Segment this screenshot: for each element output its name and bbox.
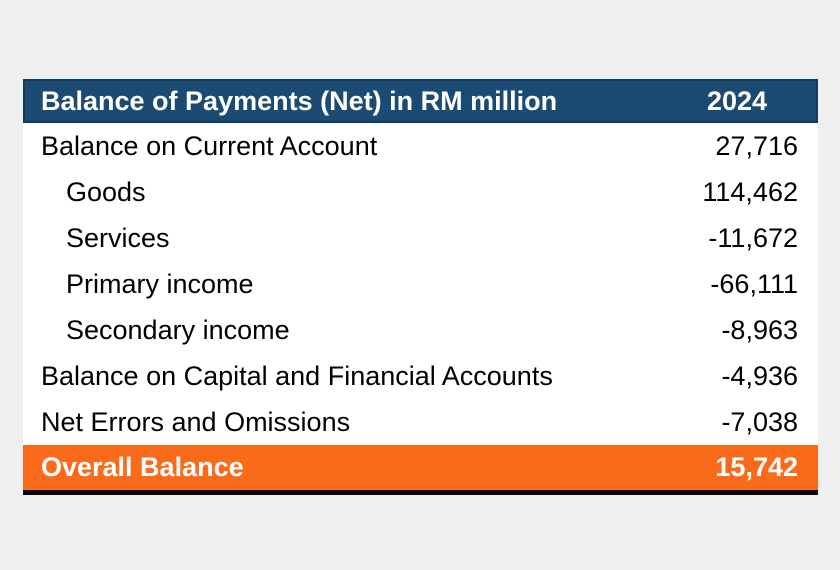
table-row <box>23 215 818 261</box>
table-row <box>23 169 818 215</box>
footer-value: 15,742 <box>715 452 798 482</box>
table-row <box>23 123 818 169</box>
row-label: Goods <box>66 176 146 207</box>
row-value: -66,111 <box>710 268 798 299</box>
balance-of-payments-table <box>23 79 818 495</box>
row-value: -8,963 <box>721 314 798 345</box>
row-label: Services <box>66 222 170 253</box>
row-value: 114,462 <box>702 176 798 207</box>
row-label: Balance on Capital and Financial Accounts <box>41 360 553 391</box>
row-value: -4,936 <box>721 360 798 391</box>
row-label: Secondary income <box>66 314 290 345</box>
year-column-header: 2024 <box>706 85 768 116</box>
row-value: -7,038 <box>721 406 798 437</box>
table-row <box>23 261 818 307</box>
row-value: 27,716 <box>715 130 798 161</box>
table-row <box>23 353 818 399</box>
footer-label: Overall Balance <box>41 452 244 482</box>
table-footer-row <box>23 445 818 490</box>
table-row <box>23 307 818 353</box>
table-title: Balance of Payments (Net) in RM million <box>41 85 558 116</box>
row-label: Net Errors and Omissions <box>41 406 351 437</box>
table-row <box>23 399 818 445</box>
row-label: Primary income <box>66 268 254 299</box>
table-body <box>23 123 818 445</box>
row-value: -11,672 <box>708 222 798 253</box>
table-header-row <box>23 79 818 123</box>
row-label: Balance on Current Account <box>41 130 378 161</box>
